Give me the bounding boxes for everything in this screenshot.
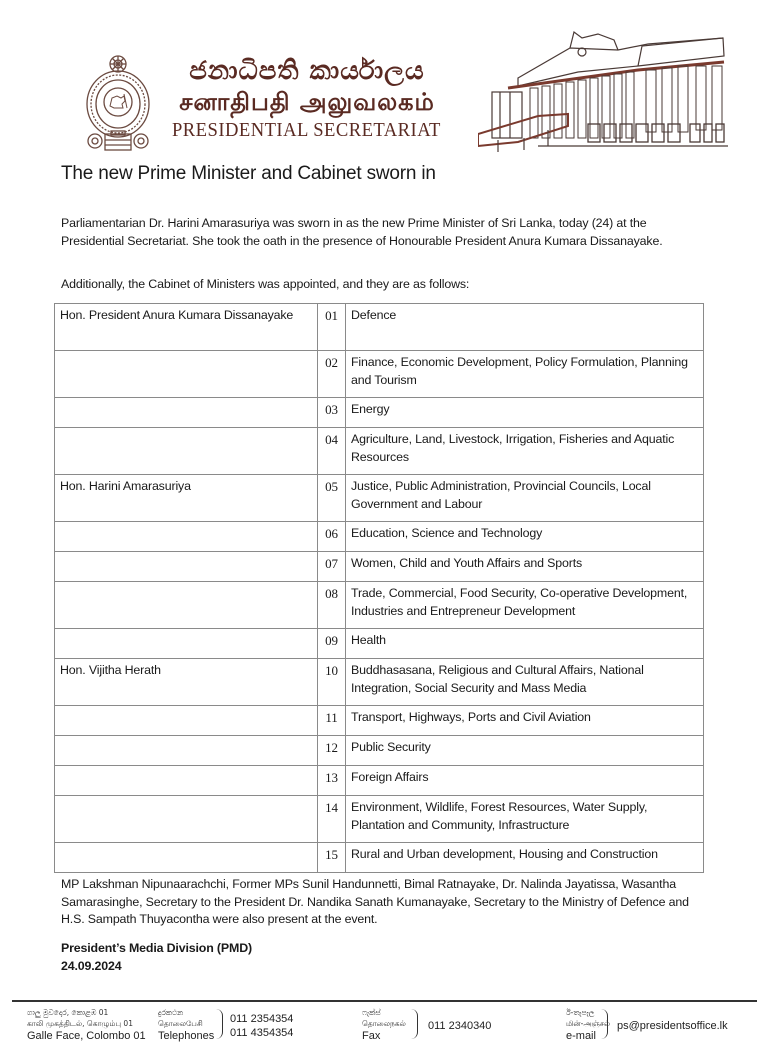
issue-date: 24.09.2024 <box>61 958 122 973</box>
portfolio-number-cell: 05 <box>318 475 346 522</box>
telephones-label-english: Telephones <box>158 1030 215 1042</box>
letterhead <box>0 0 757 160</box>
portfolio-number-cell: 04 <box>318 428 346 475</box>
portfolio-cell: Environment, Wildlife, Forest Resources, Water Supply, Plantation and Community, Infrastructure <box>346 796 704 843</box>
fax-number[interactable]: 011 2340340 <box>428 1020 492 1032</box>
email-label-tamil: மின்-அஞ்சல் <box>566 1019 611 1028</box>
address-english: Galle Face, Colombo 01 <box>27 1030 146 1042</box>
minister-name-cell <box>55 766 318 796</box>
table-row <box>55 582 704 629</box>
minister-name-cell <box>55 843 318 873</box>
sri-lanka-emblem-icon <box>84 54 152 154</box>
issuer-name: President’s Media Division (PMD) <box>61 941 252 955</box>
minister-name-cell: Hon. Harini Amarasuriya <box>55 475 318 522</box>
portfolio-number-cell: 06 <box>318 522 346 552</box>
table-row <box>55 766 704 796</box>
table-row <box>55 522 704 552</box>
minister-name-cell <box>55 351 318 398</box>
table-row <box>55 736 704 766</box>
fax-brace <box>411 1009 418 1039</box>
portfolio-cell: Public Security <box>346 736 704 766</box>
footer <box>0 1007 757 1046</box>
minister-name-cell <box>55 522 318 552</box>
portfolio-number-cell: 08 <box>318 582 346 629</box>
portfolio-number-cell: 01 <box>318 304 346 351</box>
minister-name-cell <box>55 736 318 766</box>
telephones-label-tamil: தொலைபேசி <box>158 1019 203 1028</box>
portfolio-number-cell: 13 <box>318 766 346 796</box>
email-brace <box>601 1009 608 1039</box>
portfolio-cell: Defence <box>346 304 704 351</box>
attendees-paragraph: MP Lakshman Nipunaarachchi, Former MPs Sunil Handunnetti, Bimal Ratnayake, Dr. Nalinda Jayatissa, Wasantha Samarasinghe, Secretary to the President Dr. Nandika Sanath Kumanayake, Secretary to the Ministry of Defence and H.S. Sampath Thuyacontha were also present at the event. <box>61 877 689 926</box>
minister-name-cell <box>55 629 318 659</box>
portfolio-number-cell: 09 <box>318 629 346 659</box>
intro-paragraph: Parliamentarian Dr. Harini Amarasuriya was sworn in as the new Prime Minister of Sri Lanka, today (24) at the Presidential Secretariat. She took the oath in the presence of Honourable President Anura Kumara Dissanayake. <box>61 216 663 248</box>
presidential-secretariat-building-icon <box>478 26 728 154</box>
portfolio-number-cell: 14 <box>318 796 346 843</box>
footer-telephones-label <box>158 1007 214 1043</box>
portfolio-cell: Finance, Economic Development, Policy Formulation, Planning and Tourism <box>346 351 704 398</box>
portfolio-number-cell: 12 <box>318 736 346 766</box>
footer-address <box>27 1007 146 1043</box>
signature-block <box>61 940 252 975</box>
portfolio-number-cell: 07 <box>318 552 346 582</box>
minister-name-cell: Hon. Vijitha Herath <box>55 659 318 706</box>
portfolio-cell: Rural and Urban development, Housing and Construction <box>346 843 704 873</box>
table-row <box>55 428 704 475</box>
table-row <box>55 552 704 582</box>
document-title: The new Prime Minister and Cabinet sworn in <box>61 163 436 184</box>
address-tamil: காலி முகத்திடல், கொழும்பு 01 <box>27 1019 133 1028</box>
table-row <box>55 659 704 706</box>
footer-divider <box>12 1000 757 1002</box>
portfolio-cell: Justice, Public Administration, Provincial Councils, Local Government and Labour <box>346 475 704 522</box>
minister-name-cell <box>55 796 318 843</box>
table-row <box>55 398 704 428</box>
organization-name <box>172 55 442 143</box>
portfolio-cell: Education, Science and Technology <box>346 522 704 552</box>
email-label-sinhala: ඊ-තැපෑල <box>566 1008 595 1017</box>
telephones-brace <box>216 1009 223 1039</box>
portfolio-number-cell: 15 <box>318 843 346 873</box>
portfolio-number-cell: 03 <box>318 398 346 428</box>
minister-name-cell <box>55 552 318 582</box>
portfolio-number-cell: 02 <box>318 351 346 398</box>
cabinet-intro-paragraph: Additionally, the Cabinet of Ministers was appointed, and they are as follows: <box>61 277 470 291</box>
telephones-label-sinhala: දුරකථන <box>158 1008 184 1017</box>
fax-label-sinhala: ෆැක්ස් <box>362 1008 381 1017</box>
portfolio-number-cell: 11 <box>318 706 346 736</box>
portfolio-cell: Energy <box>346 398 704 428</box>
minister-name-cell <box>55 706 318 736</box>
portfolio-cell: Women, Child and Youth Affairs and Sports <box>346 552 704 582</box>
portfolio-cell: Transport, Highways, Ports and Civil Aviation <box>346 706 704 736</box>
portfolio-cell: Health <box>346 629 704 659</box>
table-row <box>55 304 704 351</box>
telephone-number-2[interactable]: 011 4354354 <box>230 1027 294 1039</box>
organization-name-tamil: சனாதிபதி அலுவலகம் <box>179 88 435 116</box>
minister-name-cell: Hon. President Anura Kumara Dissanayake <box>55 304 318 351</box>
email-label-english: e-mail <box>566 1030 596 1042</box>
portfolio-cell: Foreign Affairs <box>346 766 704 796</box>
portfolio-number-cell: 10 <box>318 659 346 706</box>
organization-name-english: PRESIDENTIAL SECRETARIAT <box>172 119 441 141</box>
cabinet-table <box>54 303 704 873</box>
fax-label-english: Fax <box>362 1030 381 1042</box>
table-row <box>55 475 704 522</box>
table-row <box>55 351 704 398</box>
portfolio-cell: Trade, Commercial, Food Security, Co-operative Development, Industries and Entrepreneur Development <box>346 582 704 629</box>
minister-name-cell <box>55 428 318 475</box>
table-row <box>55 843 704 873</box>
table-row <box>55 629 704 659</box>
minister-name-cell <box>55 398 318 428</box>
email-address[interactable]: ps@presidentsoffice.lk <box>617 1020 728 1032</box>
cabinet-table-body <box>55 304 704 873</box>
telephone-number-1[interactable]: 011 2354354 <box>230 1013 294 1025</box>
portfolio-cell: Buddhasasana, Religious and Cultural Affairs, National Integration, Social Security and Mass Media <box>346 659 704 706</box>
fax-label-tamil: தொலைநகல் <box>362 1019 406 1028</box>
organization-name-sinhala: ජනාධිපති කාර්යාලය <box>189 56 425 86</box>
table-row <box>55 706 704 736</box>
table-row <box>55 796 704 843</box>
footer-fax-label <box>362 1007 406 1043</box>
address-sinhala: ගාලු මුවදොර, කොළඹ 01 <box>27 1008 109 1017</box>
portfolio-cell: Agriculture, Land, Livestock, Irrigation, Fisheries and Aquatic Resources <box>346 428 704 475</box>
minister-name-cell <box>55 582 318 629</box>
